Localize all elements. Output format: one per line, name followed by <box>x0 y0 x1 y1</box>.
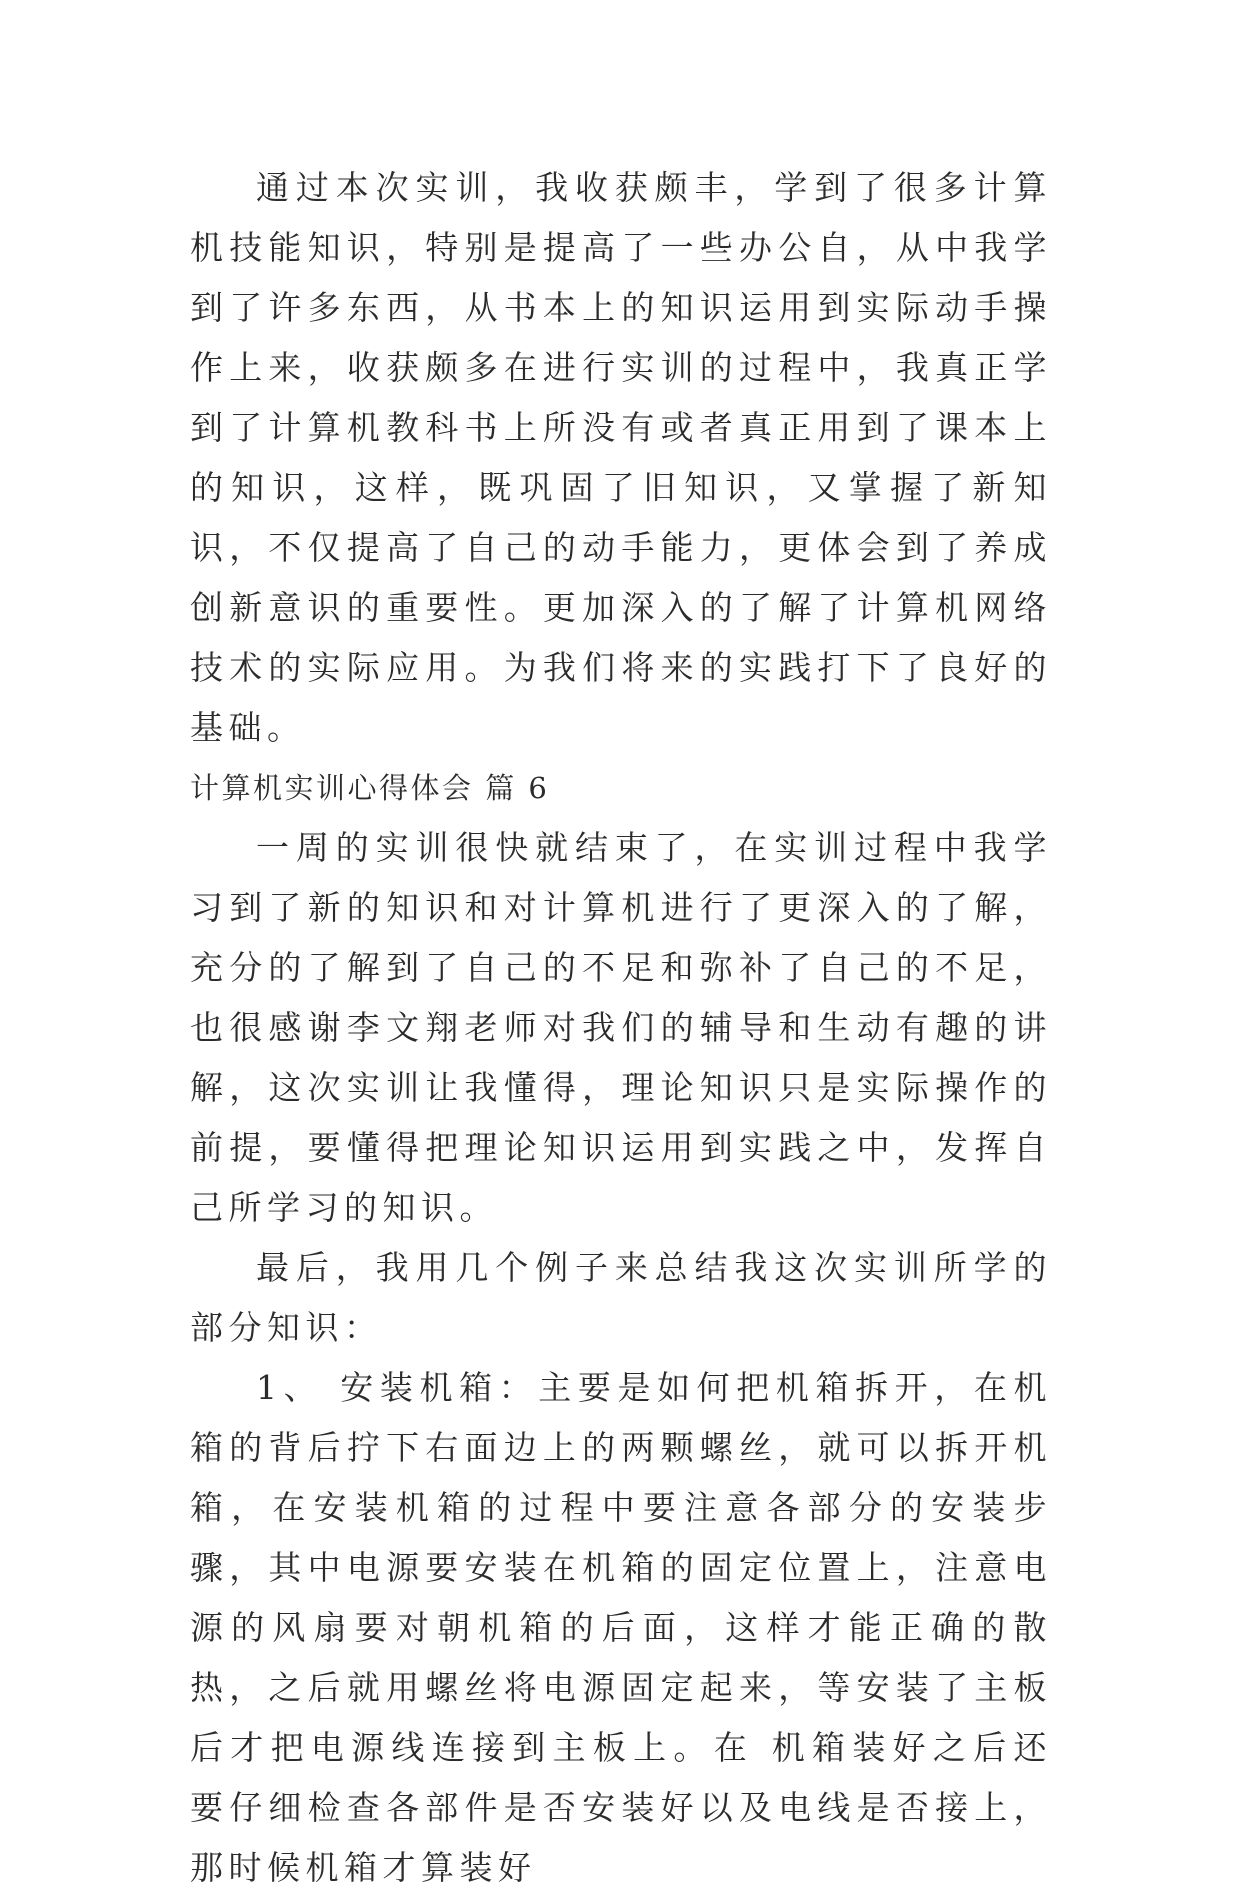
body-paragraph: 最后，我用几个例子来总结我这次实训所学的部分知识： <box>190 1248 1052 1347</box>
body-paragraph: 1、 安装机箱：主要是如何把机箱拆开，在机箱的背后拧下右面边上的两颗螺丝，就可以拆开机箱，在安装机箱的过程中要注意各部分的安装步骤，其中电源要安装在机箱的固定位置上，注意电源的风扇要对朝机箱的后面，这样才能正确的散热，之后就用螺丝将电源固定起来，等安装了主板后才把电源线连接到主板上。在 机箱装好之后还要仔细检查各部件是否安装好以及电线是否接上，那时候机箱才算装好 <box>190 1368 1052 1887</box>
body-paragraph: 一周的实训很快就结束了，在实训过程中我学习到了新的知识和对计算机进行了更深入的了解，充分的了解到了自己的不足和弥补了自己的不足，也很感谢李文翔老师对我们的辅导和生动有趣的讲解，这次实训让我懂得，理论知识只是实际操作的前提，要懂得把理论知识运用到实践之中，发挥自己所学习的知识。 <box>190 828 1052 1227</box>
document-body <box>190 158 1052 1898</box>
body-paragraph: 通过本次实训，我收获颇丰，学到了很多计算机技能知识，特别是提高了一些办公自，从中我学到了许多东西，从书本上的知识运用到实际动手操作上来，收获颇多在进行实训的过程中，我真正学到了计算机教科书上所没有或者真正用到了课本上的知识，这样，既巩固了旧知识，又掌握了新知识，不仅提高了自己的动手能力，更体会到了养成创新意识的重要性。更加深入的了解了计算机网络技术的实际应用。为我们将来的实践打下了良好的基础。 <box>190 168 1052 747</box>
section-heading: 计算机实训心得体会 篇 6 <box>190 771 550 805</box>
